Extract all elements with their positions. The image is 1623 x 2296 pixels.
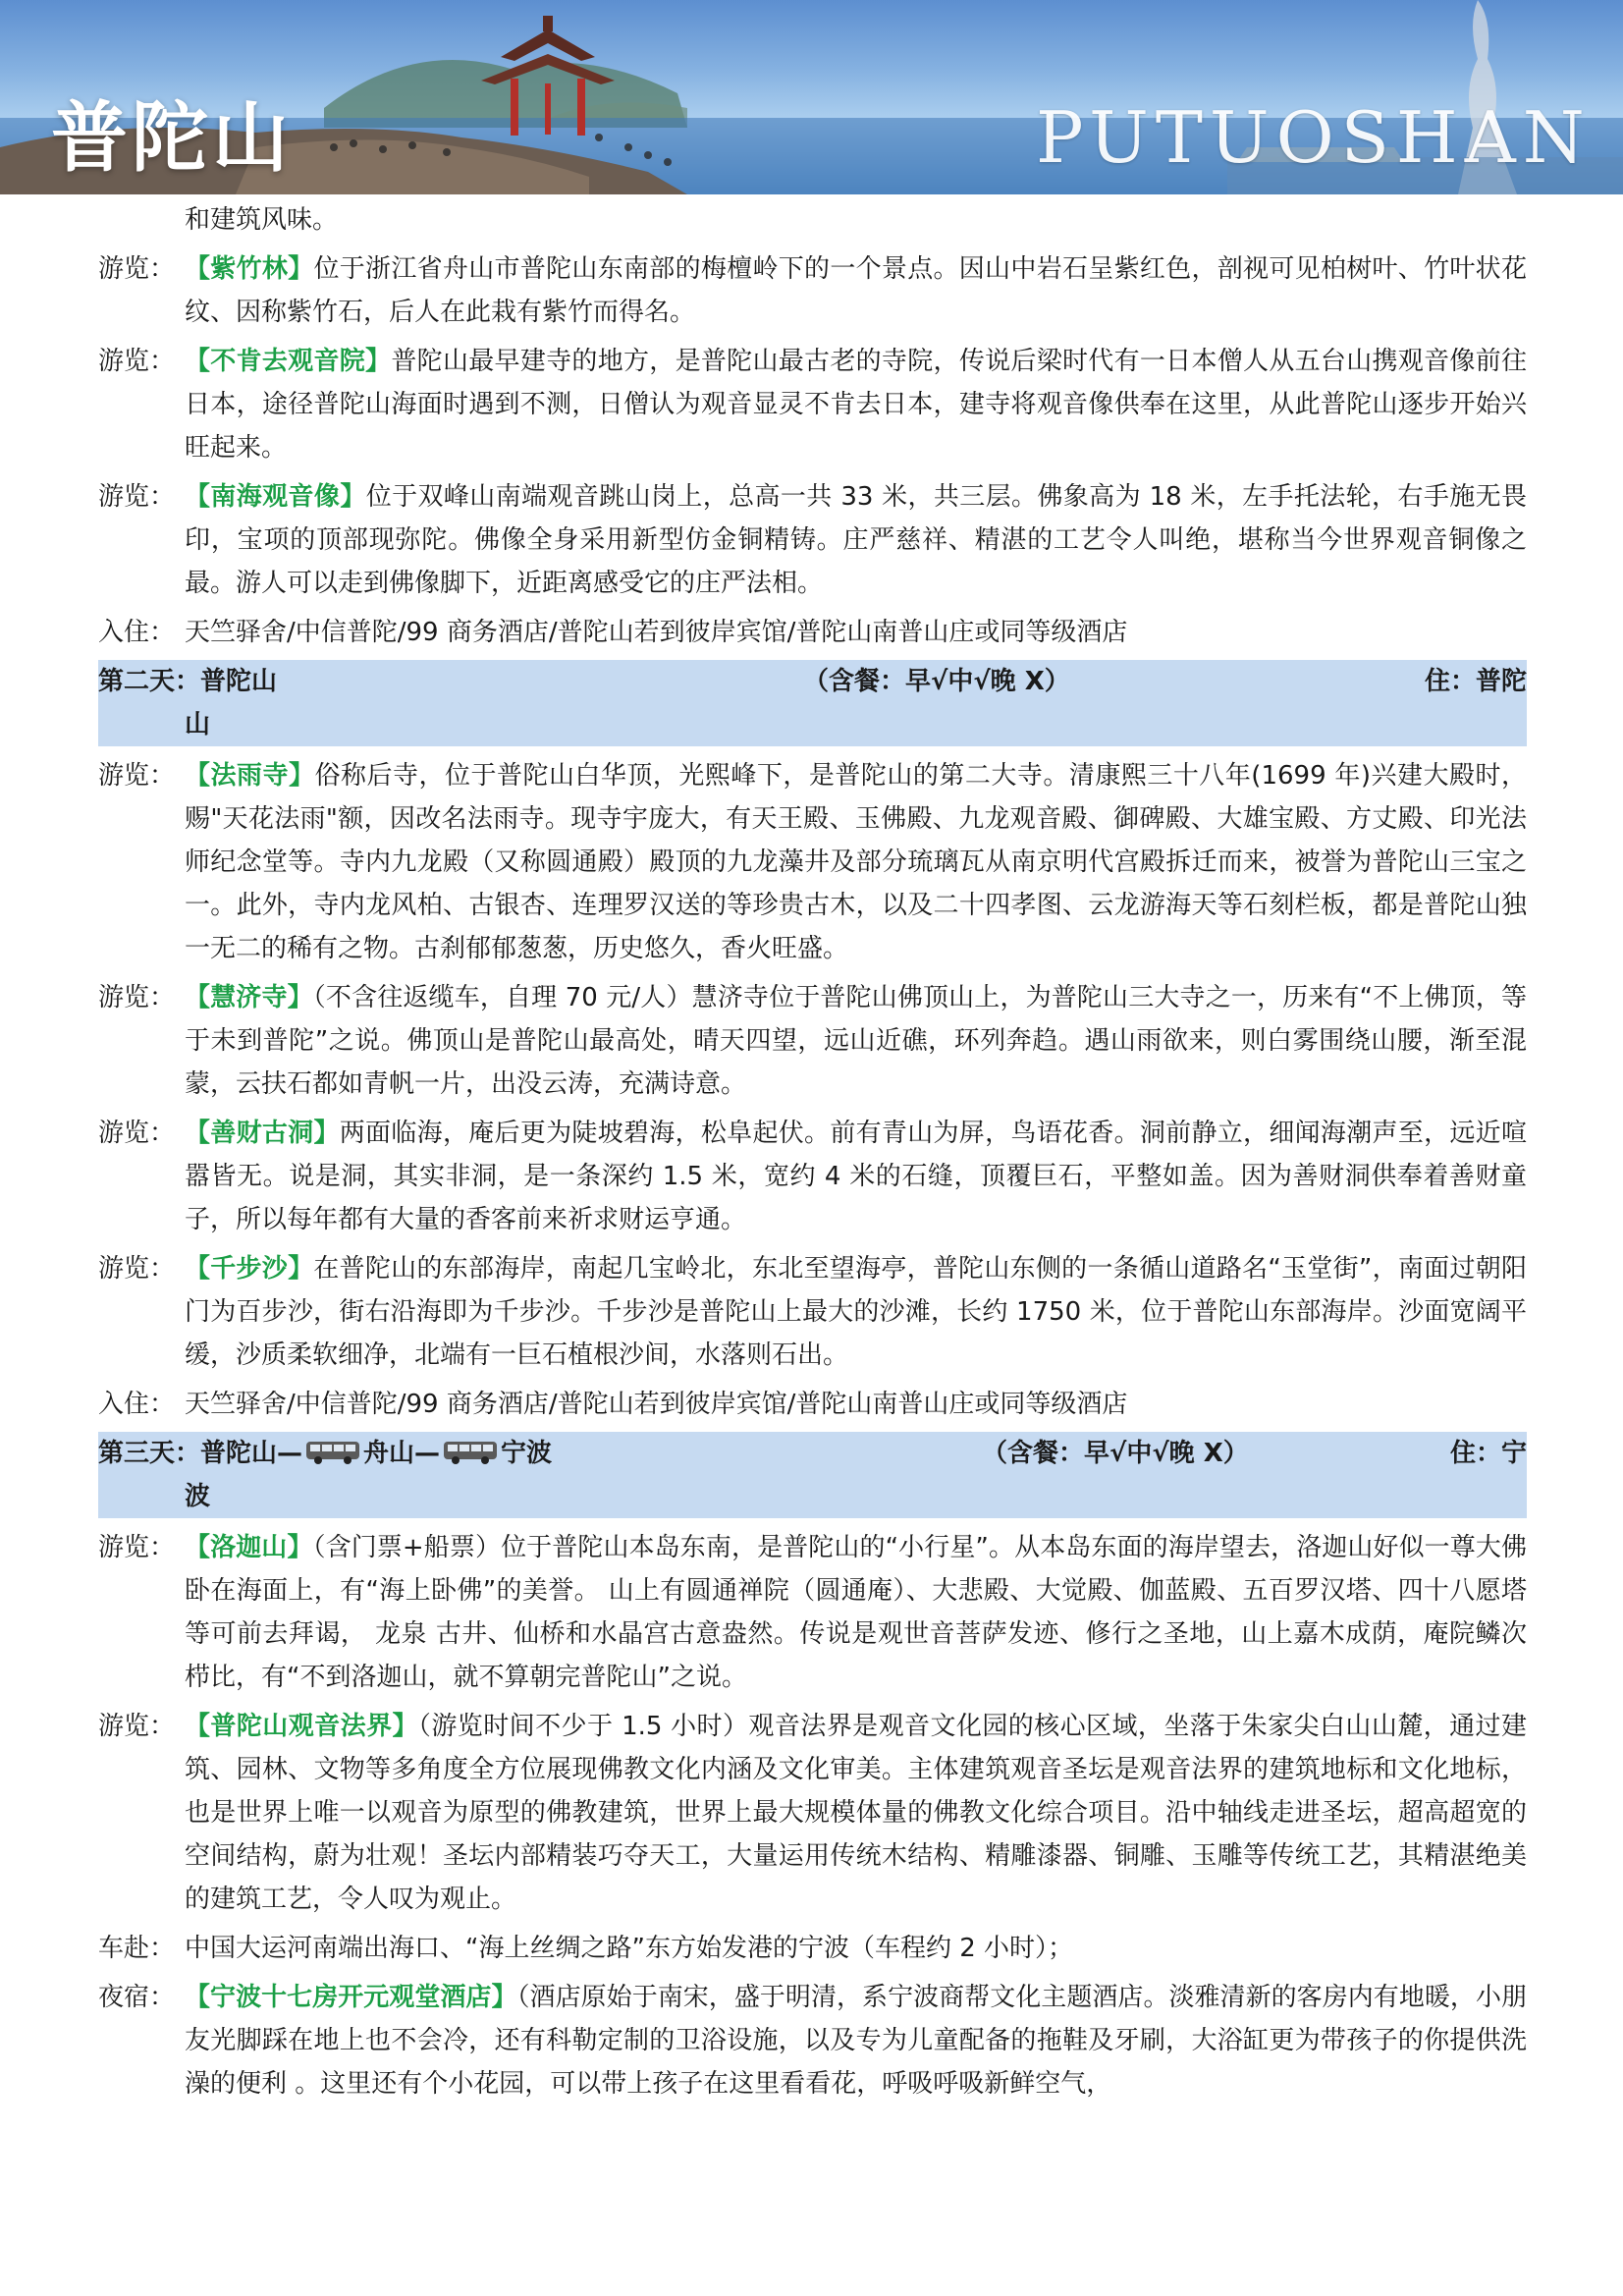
- itinerary-content: [98, 198, 1527, 2111]
- item-highlight: 【紫竹林】: [185, 254, 314, 284]
- bus-icon: [442, 1439, 499, 1466]
- item-text: 位于双峰山南端观音跳山岗上，总高一共 33 米，共三层。佛象高为 18 米，左手托法轮，右手施无畏印，宝项的顶部现弥陀。佛像全身采用新型仿金铜精铸。庄严慈祥、精湛的工艺令人叫绝，堪称当今世界观音铜像之最。游人可以走到佛像脚下，近距离感受它的庄严法相。: [185, 482, 1527, 598]
- item-body: [185, 1383, 1527, 1426]
- item-body: [185, 247, 1527, 334]
- item-body: [185, 1976, 1527, 2105]
- item-highlight: 【善财古洞】: [185, 1119, 340, 1148]
- day3-title-part1: 第三天：普陀山—: [98, 1439, 303, 1468]
- item-highlight: 【慧济寺】: [185, 983, 313, 1012]
- day2-header: [98, 660, 1527, 746]
- banner-title: 普陀山: [51, 94, 294, 183]
- list-item: [98, 1526, 1527, 1699]
- item-label: 游览：: [98, 1712, 176, 1741]
- item-text: （游览时间不少于 1.5 小时）观音法界是观音文化园的核心区域，坐落于朱家尖白山山麓，通过建筑、园林、文物等多角度全方位展现佛教文化内涵及文化审美。主体建筑观音圣坛是观音法界的建筑地标和文化地标，也是世界上唯一以观音为原型的佛教建筑，世界上最大规模体量的佛教文化综合项目。沿中轴线走进圣坛，超高超宽的空间结构，蔚为壮观！圣坛内部精装巧夺天工，大量运用传统木结构、精雕漆器、铜雕、玉雕等传统工艺，其精湛绝美的建筑工艺，令人叹为观止。: [185, 1712, 1527, 1914]
- item-body: [185, 1112, 1527, 1241]
- intro-continuation: 和建筑风味。: [185, 205, 339, 235]
- banner-subtitle: PUTUOSHAN: [1036, 96, 1592, 179]
- day3-title: [98, 1432, 552, 1475]
- item-text: （酒店原始于南宋，盛于明清，系宁波商帮文化主题酒店。淡雅清新的客房内有地暖，小朋友光脚踩在地上也不会冷，还有科勒定制的卫浴设施，以及专为儿童配备的拖鞋及牙刷，大浴缸更为带孩子的你提供洗澡的便利 。这里还有个小花园，可以带上孩子在这里看看花，呼吸呼吸新鲜空气，: [185, 1983, 1527, 2099]
- item-highlight: 【宁波十七房开元观堂酒店】: [185, 1983, 517, 2012]
- list-item: [98, 1247, 1527, 1377]
- item-body: [185, 1705, 1527, 1921]
- list-item: [98, 340, 1527, 469]
- day3-title-part3: 宁波: [501, 1439, 553, 1468]
- list-item: [98, 1927, 1527, 1970]
- item-body: [185, 1247, 1527, 1377]
- item-text: 中国大运河南端出海口、“海上丝绸之路”东方始发港的宁波（车程约 2 小时）；: [185, 1934, 1074, 1963]
- item-label: 游览：: [98, 1119, 176, 1148]
- item-highlight: 【法雨寺】: [185, 761, 315, 791]
- item-text: 在普陀山的东部海岸，南起几宝岭北，东北至望海亭，普陀山东侧的一条循山道路名“玉堂街”，南面过朝阳门为百步沙，街右沿海即为千步沙。千步沙是普陀山上最大的沙滩，长约 1750 米，位于普陀山东部海岸。沙面宽阔平缓，沙质柔软细净，北端有一巨石植根沙间，水落则石出。: [185, 1254, 1527, 1370]
- item-text: 俗称后寺，位于普陀山白华顶，光熙峰下，是普陀山的第二大寺。清康熙三十八年(1699 年)兴建大殿时，赐"天花法雨"额，因改名法雨寺。现寺宇庞大，有天王殿、玉佛殿、九龙观音殿、御碑殿、大雄宝殿、方丈殿、印光法师纪念堂等。寺内九龙殿（又称圆通殿）殿顶的九龙藻井及部分琉璃瓦从南京明代宫殿拆迁而来，被誉为普陀山三宝之一。此外，寺内龙风柏、古银杏、连理罗汉送的等珍贵古木，以及二十四孝图、云龙游海天等石刻栏板，都是普陀山独一无二的稀有之物。古刹郁郁葱葱，历史悠久，香火旺盛。: [185, 761, 1527, 963]
- day2-stay: 住：普陀: [1424, 667, 1527, 696]
- item-text: 位于浙江省舟山市普陀山东南部的梅檀岭下的一个景点。因山中岩石呈紫红色，剖视可见柏树叶、竹叶状花纹、因称紫竹石，后人在此栽有紫竹而得名。: [185, 254, 1527, 327]
- list-item: [98, 754, 1527, 970]
- item-label: 入住：: [98, 1390, 176, 1419]
- bus-icon: [304, 1439, 361, 1466]
- day3-title-wrap: 波: [185, 1482, 211, 1511]
- item-label: 游览：: [98, 761, 176, 791]
- item-text: 普陀山最早建寺的地方，是普陀山最古老的寺院，传说后梁时代有一日本僧人从五台山携观音像前往日本，途径普陀山海面时遇到不测，日僧认为观音显灵不肯去日本，建寺将观音像供奉在这里，从此普陀山逐步开始兴旺起来。: [185, 347, 1527, 463]
- item-label: 游览：: [98, 482, 176, 512]
- item-label: 车赴：: [98, 1934, 176, 1963]
- item-highlight: 【不肯去观音院】: [185, 347, 392, 376]
- item-body: [185, 340, 1527, 469]
- day3-items: [98, 1526, 1527, 2105]
- item-text: （不含往返缆车，自理 70 元/人）慧济寺位于普陀山佛顶山上，为普陀山三大寺之一，历来有“不上佛顶，等于未到普陀”之说。佛顶山是普陀山最高处，晴天四望，远山近礁，环列奔趋。遇山雨欲来，则白雾围绕山腰，渐至混蒙，云扶石都如青帆一片，出没云涛，充满诗意。: [185, 983, 1527, 1099]
- list-item: [98, 475, 1527, 605]
- item-body: [185, 475, 1527, 605]
- item-body: [185, 754, 1527, 970]
- item-label: 游览：: [98, 983, 176, 1012]
- item-highlight: 【南海观音像】: [185, 482, 366, 512]
- day3-stay: 住：宁: [1449, 1439, 1527, 1468]
- item-label: 游览：: [98, 254, 176, 284]
- item-body: [185, 611, 1527, 654]
- day3-header: [98, 1432, 1527, 1518]
- list-item: [98, 1976, 1527, 2105]
- item-text: 两面临海，庵后更为陡坡碧海，松阜起伏。前有青山为屏，鸟语花香。洞前静立，细闻海潮声至，远近喧嚣皆无。说是洞，其实非洞，是一条深约 1.5 米，宽约 4 米的石缝，顶覆巨石，平整如盖。因为善财洞供奉着善财童子，所以每年都有大量的香客前来祈求财运亨通。: [185, 1119, 1527, 1234]
- item-highlight: 【普陀山观音法界】: [185, 1712, 418, 1741]
- list-item: [98, 976, 1527, 1106]
- item-highlight: 【千步沙】: [185, 1254, 314, 1284]
- day2-items: [98, 754, 1527, 1426]
- list-item: [98, 611, 1527, 654]
- day2-title: 第二天：普陀山: [98, 667, 278, 696]
- item-text: （含门票+船票）位于普陀山本岛东南，是普陀山的“小行星”。从本岛东面的海岸望去，洛迦山好似一尊大佛卧在海面上，有“海上卧佛”的美誉。 山上有圆通禅院（圆通庵）、大悲殿、大觉殿、伽蓝殿、五百罗汉塔、四十八愿塔等可前去拜谒， 龙泉 古井、仙桥和水晶宫古意盎然。传说是观世音菩萨发迹、修行之圣地，山上嘉木成荫，庵院鳞次栉比，有“不到洛迦山，就不算朝完普陀山”之说。: [185, 1533, 1527, 1692]
- header-banner: [0, 0, 1623, 194]
- day2-title-wrap: 山: [185, 710, 211, 739]
- day1-items: [98, 247, 1527, 654]
- day3-title-part2: 舟山—: [363, 1439, 441, 1468]
- item-label: 游览：: [98, 347, 176, 376]
- list-item: [98, 1112, 1527, 1241]
- item-body: [185, 1526, 1527, 1699]
- list-item: [98, 1383, 1527, 1426]
- list-item: [98, 247, 1527, 334]
- day2-meals: （含餐：早√中√晚 X）: [803, 667, 1070, 696]
- item-highlight: 【洛迦山】: [185, 1533, 313, 1562]
- item-label: 入住：: [98, 618, 176, 647]
- item-body: [185, 1927, 1527, 1970]
- item-text: 天竺驿舍/中信普陀/99 商务酒店/普陀山若到彼岸宾馆/普陀山南普山庄或同等级酒店: [185, 1390, 1128, 1419]
- day3-meals: （含餐：早√中√晚 X）: [982, 1439, 1249, 1468]
- item-label: 游览：: [98, 1254, 176, 1284]
- item-body: [185, 976, 1527, 1106]
- item-label: 游览：: [98, 1533, 176, 1562]
- list-item: [98, 1705, 1527, 1921]
- item-text: 天竺驿舍/中信普陀/99 商务酒店/普陀山若到彼岸宾馆/普陀山南普山庄或同等级酒店: [185, 618, 1128, 647]
- item-label: 夜宿：: [98, 1983, 176, 2012]
